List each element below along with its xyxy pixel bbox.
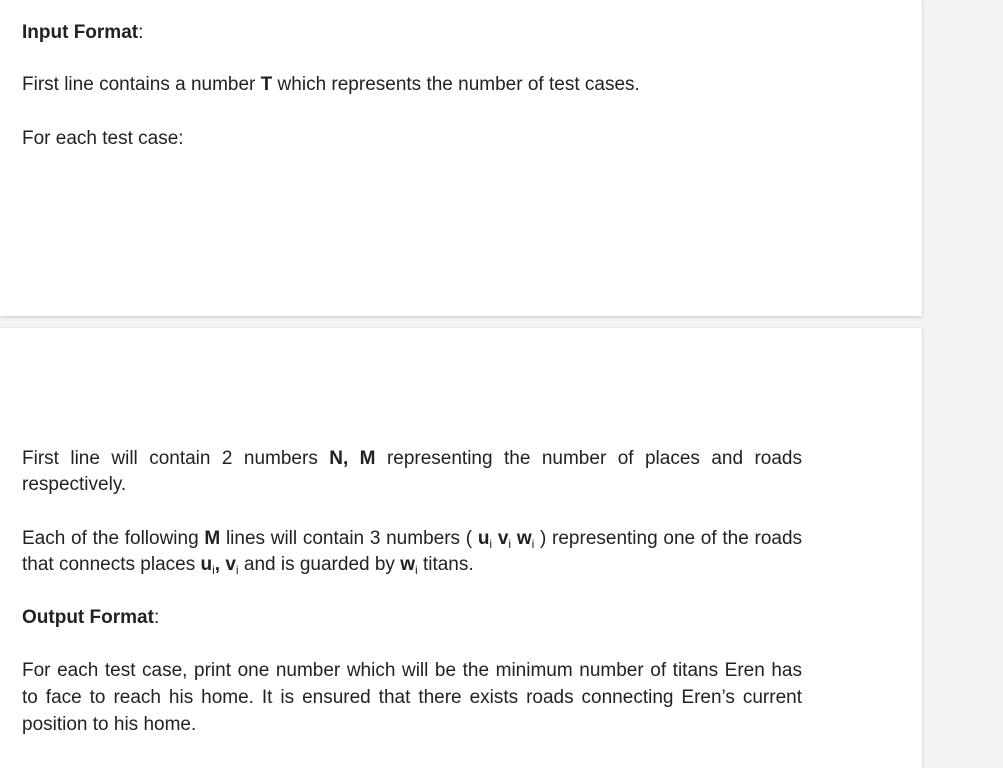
paragraph-roads: Each of the following M lines will contain 3 numbers ( $u_i$ $v_i$ $w_i$ ) representing one of the roads that connects places $u_i$, $v_i$ and is guarded by $w_i$ titans. xyxy=(22,528,803,577)
input-line-each-test-case: For each test case: xyxy=(22,128,184,149)
document-page-1 xyxy=(0,0,922,316)
output-format-heading: Output Format: xyxy=(22,607,160,628)
input-line-test-cases: First line contains a number T which represents the number of test cases. xyxy=(22,74,640,95)
input-format-heading: Input Format: xyxy=(22,22,144,43)
document-page-2 xyxy=(0,328,922,768)
paragraph-n-m: First line will contain 2 numbers N, M representing the number of places and roads respectively. xyxy=(22,448,802,495)
paragraph-output: For each test case, print one number which will be the minimum number of titans Eren has to face to reach his home. It is ensured that there exists roads connecting Eren’s current position to his home. xyxy=(22,660,802,735)
